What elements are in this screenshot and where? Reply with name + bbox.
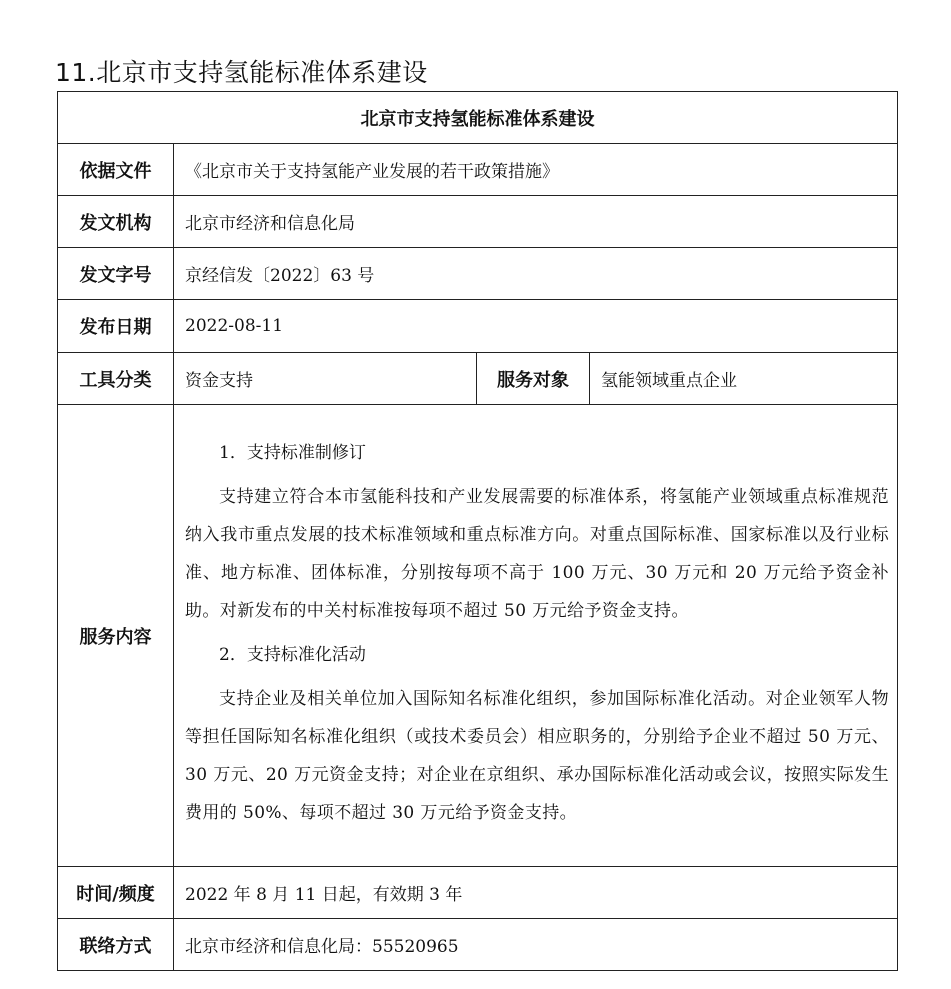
table-title-row — [58, 92, 898, 144]
table-row — [58, 867, 898, 919]
contact-value: 北京市经济和信息化局：55520965 — [174, 919, 898, 971]
table-row — [58, 248, 898, 300]
service-content — [174, 405, 898, 867]
table-title: 北京市支持氢能标准体系建设 — [58, 92, 898, 144]
table-row — [58, 144, 898, 196]
publish-date-label: 发布日期 — [58, 300, 174, 353]
table-row — [58, 353, 898, 405]
table-row — [58, 919, 898, 971]
doc-number-label: 发文字号 — [58, 248, 174, 300]
table-row — [58, 300, 898, 353]
issuer-label: 发文机构 — [58, 196, 174, 248]
basis-doc-label: 依据文件 — [58, 144, 174, 196]
tool-type-label: 工具分类 — [58, 353, 174, 405]
basis-doc-value: 《北京市关于支持氢能产业发展的若干政策措施》 — [174, 144, 898, 196]
table-row — [58, 405, 898, 867]
tool-type-value: 资金支持 — [174, 353, 477, 405]
period-value: 2022 年 8 月 11 日起，有效期 3 年 — [174, 867, 898, 919]
policy-table — [57, 91, 898, 971]
service-item-2-title: 2．支持标准化活动 — [219, 644, 366, 665]
service-item-2-text: 支持企业及相关单位加入国际知名标准化组织，参加国际标准化活动。对企业领军人物等担任国际知名标准化组织（或技术委员会）相应职务的，分别给予企业不超过 50 万元、30 万元、20 万元资金支持；对企业在京组织、承办国际标准化活动或会议，按照实际发生费用的 50%、每项不超过 30 万元给予资金支持。 — [185, 688, 889, 823]
period-label: 时间/频度 — [58, 867, 174, 919]
doc-number-value: 京经信发〔2022〕63 号 — [174, 248, 898, 300]
service-item-1-title: 1．支持标准制修订 — [219, 442, 366, 463]
service-target-label: 服务对象 — [477, 353, 590, 405]
service-item-1-text: 支持建立符合本市氢能科技和产业发展需要的标准体系，将氢能产业领域重点标准规范纳入我市重点发展的技术标准领域和重点标准方向。对重点国际标准、国家标准以及行业标准、地方标准、团体标准，分别按每项不高于 100 万元、30 万元和 20 万元给予资金补助。对新发布的中关村标准按每项不超过 50 万元给予资金支持。 — [185, 486, 889, 621]
publish-date-value: 2022-08-11 — [174, 300, 898, 353]
service-content-label: 服务内容 — [58, 405, 174, 867]
table-row — [58, 196, 898, 248]
page-heading: 11.北京市支持氢能标准体系建设 — [55, 58, 428, 87]
service-target-value: 氢能领域重点企业 — [590, 353, 898, 405]
issuer-value: 北京市经济和信息化局 — [174, 196, 898, 248]
contact-label: 联络方式 — [58, 919, 174, 971]
